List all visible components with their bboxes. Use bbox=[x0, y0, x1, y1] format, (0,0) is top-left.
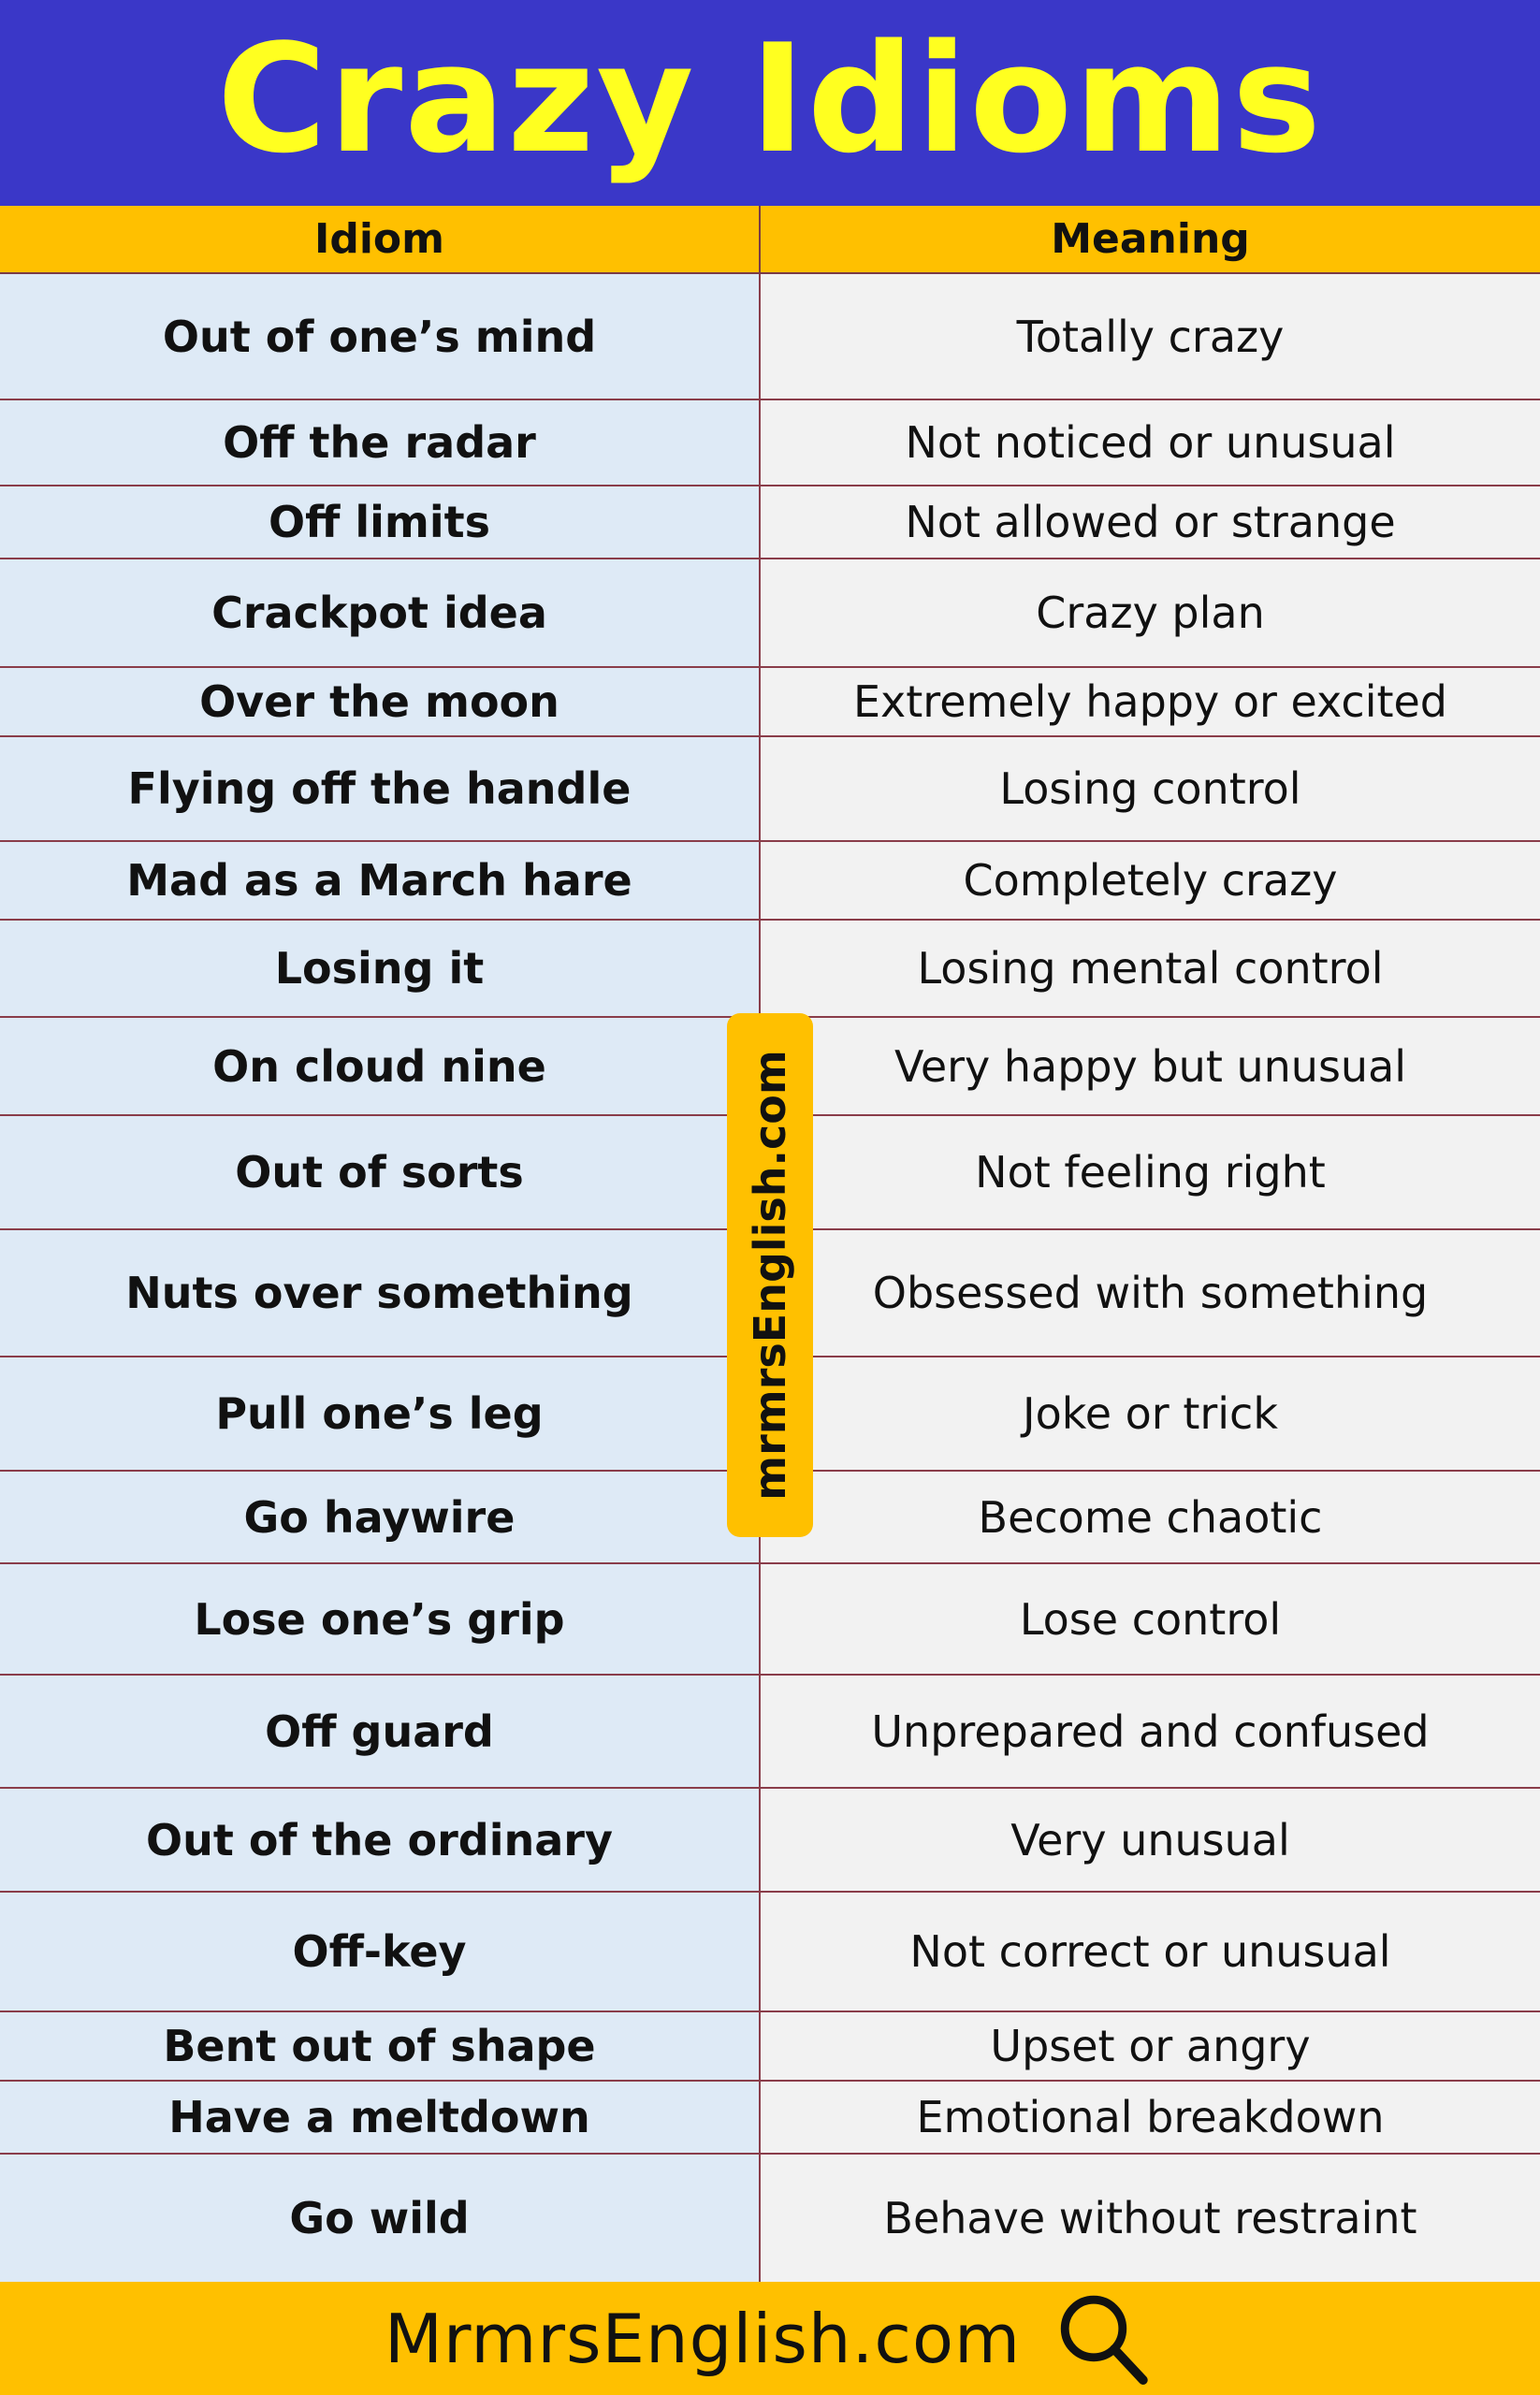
column-header-meaning: Meaning bbox=[1051, 215, 1250, 263]
idiom-cell: Flying off the handle bbox=[0, 737, 761, 840]
table-row bbox=[0, 1789, 1540, 1893]
meaning-cell: Crazy plan bbox=[761, 559, 1540, 666]
table-row bbox=[0, 737, 1540, 842]
meaning-cell: Very happy but unusual bbox=[761, 1018, 1540, 1114]
idiom-cell: On cloud nine bbox=[0, 1018, 761, 1114]
table-row bbox=[0, 2082, 1540, 2155]
meaning-cell: Become chaotic bbox=[761, 1472, 1540, 1562]
idiom-cell: Off guard bbox=[0, 1676, 761, 1787]
watermark-text: mrmrsEnglish.com bbox=[745, 1050, 795, 1501]
idiom-cell: Have a meltdown bbox=[0, 2082, 761, 2153]
meaning-cell: Not allowed or strange bbox=[761, 486, 1540, 558]
meaning-cell: Losing control bbox=[761, 737, 1540, 840]
idiom-cell: Pull one’s leg bbox=[0, 1357, 761, 1470]
page-title: Crazy Idioms bbox=[216, 11, 1324, 186]
idiom-cell: Nuts over something bbox=[0, 1230, 761, 1356]
idiom-cell: Go haywire bbox=[0, 1472, 761, 1562]
idiom-cell: Crackpot idea bbox=[0, 559, 761, 666]
idiom-cell: Lose one’s grip bbox=[0, 1564, 761, 1674]
meaning-cell: Completely crazy bbox=[761, 842, 1540, 919]
column-header-idiom: Idiom bbox=[0, 206, 761, 272]
watermark-badge bbox=[727, 1013, 813, 1537]
idiom-cell: Over the moon bbox=[0, 668, 761, 735]
idiom-cell: Bent out of shape bbox=[0, 2012, 761, 2080]
meaning-cell: Joke or trick bbox=[761, 1357, 1540, 1470]
meaning-cell: Extremely happy or excited bbox=[761, 668, 1540, 735]
meaning-cell: Not noticed or unusual bbox=[761, 400, 1540, 485]
table-row bbox=[0, 1893, 1540, 2012]
table-row bbox=[0, 274, 1540, 400]
meaning-cell: Emotional breakdown bbox=[761, 2082, 1540, 2153]
table-row bbox=[0, 400, 1540, 486]
table-row bbox=[0, 2012, 1540, 2082]
meaning-cell: Very unusual bbox=[761, 1789, 1540, 1891]
meaning-cell: Lose control bbox=[761, 1564, 1540, 1674]
idiom-cell: Losing it bbox=[0, 921, 761, 1016]
meaning-cell: Not correct or unusual bbox=[761, 1893, 1540, 2010]
meaning-cell: Behave without restraint bbox=[761, 2155, 1540, 2282]
idiom-cell: Out of one’s mind bbox=[0, 274, 761, 399]
meaning-cell: Unprepared and confused bbox=[761, 1676, 1540, 1787]
table-row bbox=[0, 668, 1540, 737]
footer-banner bbox=[0, 2282, 1540, 2395]
table-row bbox=[0, 2155, 1540, 2282]
table-row bbox=[0, 1564, 1540, 1676]
table-row bbox=[0, 486, 1540, 559]
title-banner bbox=[0, 0, 1540, 206]
meaning-cell: Upset or angry bbox=[761, 2012, 1540, 2080]
table-row bbox=[0, 842, 1540, 921]
meaning-cell: Losing mental control bbox=[761, 921, 1540, 1016]
idiom-cell: Out of sorts bbox=[0, 1116, 761, 1228]
meaning-cell: Not feeling right bbox=[761, 1116, 1540, 1228]
idiom-cell: Out of the ordinary bbox=[0, 1789, 761, 1891]
idiom-cell: Mad as a March hare bbox=[0, 842, 761, 919]
table-row bbox=[0, 559, 1540, 668]
search-icon bbox=[1053, 2287, 1155, 2390]
table-row bbox=[0, 1676, 1540, 1789]
idiom-cell: Off limits bbox=[0, 486, 761, 558]
meaning-cell: Obsessed with something bbox=[761, 1230, 1540, 1356]
idiom-cell: Off the radar bbox=[0, 400, 761, 485]
idiom-cell: Go wild bbox=[0, 2155, 761, 2282]
table-header bbox=[0, 206, 1540, 274]
idiom-cell: Off-key bbox=[0, 1893, 761, 2010]
footer-website-text: MrmrsEnglish.com bbox=[384, 2299, 1022, 2378]
table-row bbox=[0, 921, 1540, 1018]
meaning-cell: Totally crazy bbox=[761, 274, 1540, 399]
